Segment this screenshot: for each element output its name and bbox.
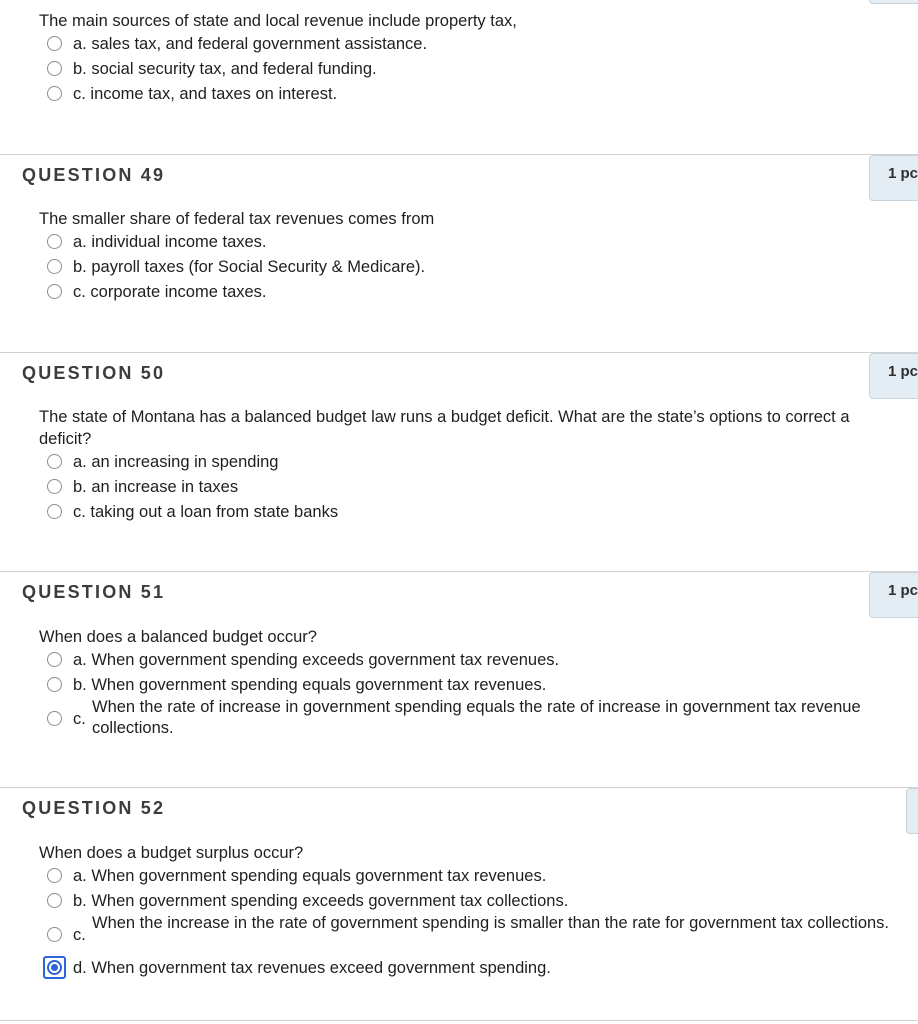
points-tab-top-partial <box>869 0 918 4</box>
option-letter: c. <box>73 926 86 944</box>
option-label: When the increase in the rate of government spending is smaller than the rate for government tax collections. <box>92 914 890 932</box>
radio-button[interactable] <box>47 677 62 692</box>
option-label: b. When government spending equals government tax revenues. <box>73 676 547 694</box>
divider <box>0 787 918 788</box>
radio-button[interactable] <box>47 711 62 726</box>
points-label: 1 pc <box>888 582 918 599</box>
radio-button[interactable] <box>47 284 62 299</box>
radio-button[interactable] <box>47 504 62 519</box>
option-label: c. corporate income taxes. <box>73 283 267 301</box>
radio-button[interactable] <box>47 234 62 249</box>
radio-button[interactable] <box>47 454 62 469</box>
option-letter: c. <box>73 710 86 728</box>
divider <box>0 154 918 155</box>
question-heading: QUESTION 50 <box>22 363 166 383</box>
option-label: a. When government spending equals government tax revenues. <box>73 867 547 885</box>
question-heading: QUESTION 51 <box>22 582 166 602</box>
option-label: b. When government spending exceeds government tax collections. <box>73 892 569 910</box>
question-text: The smaller share of federal tax revenues comes from <box>39 210 435 228</box>
question-text: The main sources of state and local revenue include property tax, <box>39 12 517 30</box>
question-text: The state of Montana has a balanced budget law runs a budget deficit. What are the state’s options to correct a deficit? <box>39 408 850 448</box>
points-tab <box>869 353 918 399</box>
divider <box>0 352 918 353</box>
option-label: a. an increasing in spending <box>73 453 279 471</box>
points-tab <box>906 788 918 834</box>
points-tab <box>869 155 918 201</box>
radio-button[interactable] <box>47 86 62 101</box>
option-label: c. taking out a loan from state banks <box>73 503 339 521</box>
question-text: When does a budget surplus occur? <box>39 844 304 862</box>
radio-button[interactable] <box>47 479 62 494</box>
option-label: When the rate of increase in government spending equals the rate of increase in government tax revenue collections. <box>92 698 861 737</box>
divider <box>0 1020 918 1021</box>
points-tab <box>869 572 918 618</box>
option-label: c. income tax, and taxes on interest. <box>73 85 338 103</box>
option-label: a. sales tax, and federal government assistance. <box>73 35 428 53</box>
radio-button[interactable] <box>47 36 62 51</box>
divider <box>0 571 918 572</box>
option-label: b. an increase in taxes <box>73 478 239 496</box>
question-heading: QUESTION 52 <box>22 798 166 818</box>
radio-button[interactable] <box>47 893 62 908</box>
option-label: b. social security tax, and federal funding. <box>73 60 377 78</box>
radio-button[interactable] <box>47 927 62 942</box>
radio-button[interactable] <box>47 652 62 667</box>
option-label: b. payroll taxes (for Social Security & Medicare). <box>73 258 426 276</box>
question-text: When does a balanced budget occur? <box>39 628 317 646</box>
option-label: a. individual income taxes. <box>73 233 267 251</box>
points-label: 1 pc <box>888 363 918 380</box>
radio-button[interactable] <box>47 61 62 76</box>
points-label: 1 pc <box>888 165 918 182</box>
question-heading: QUESTION 49 <box>22 165 166 185</box>
radio-button[interactable] <box>47 868 62 883</box>
option-label: a. When government spending exceeds government tax revenues. <box>73 651 560 669</box>
radio-button-selected[interactable] <box>47 960 62 975</box>
radio-button[interactable] <box>47 259 62 274</box>
option-label: d. When government tax revenues exceed government spending. <box>73 959 551 977</box>
